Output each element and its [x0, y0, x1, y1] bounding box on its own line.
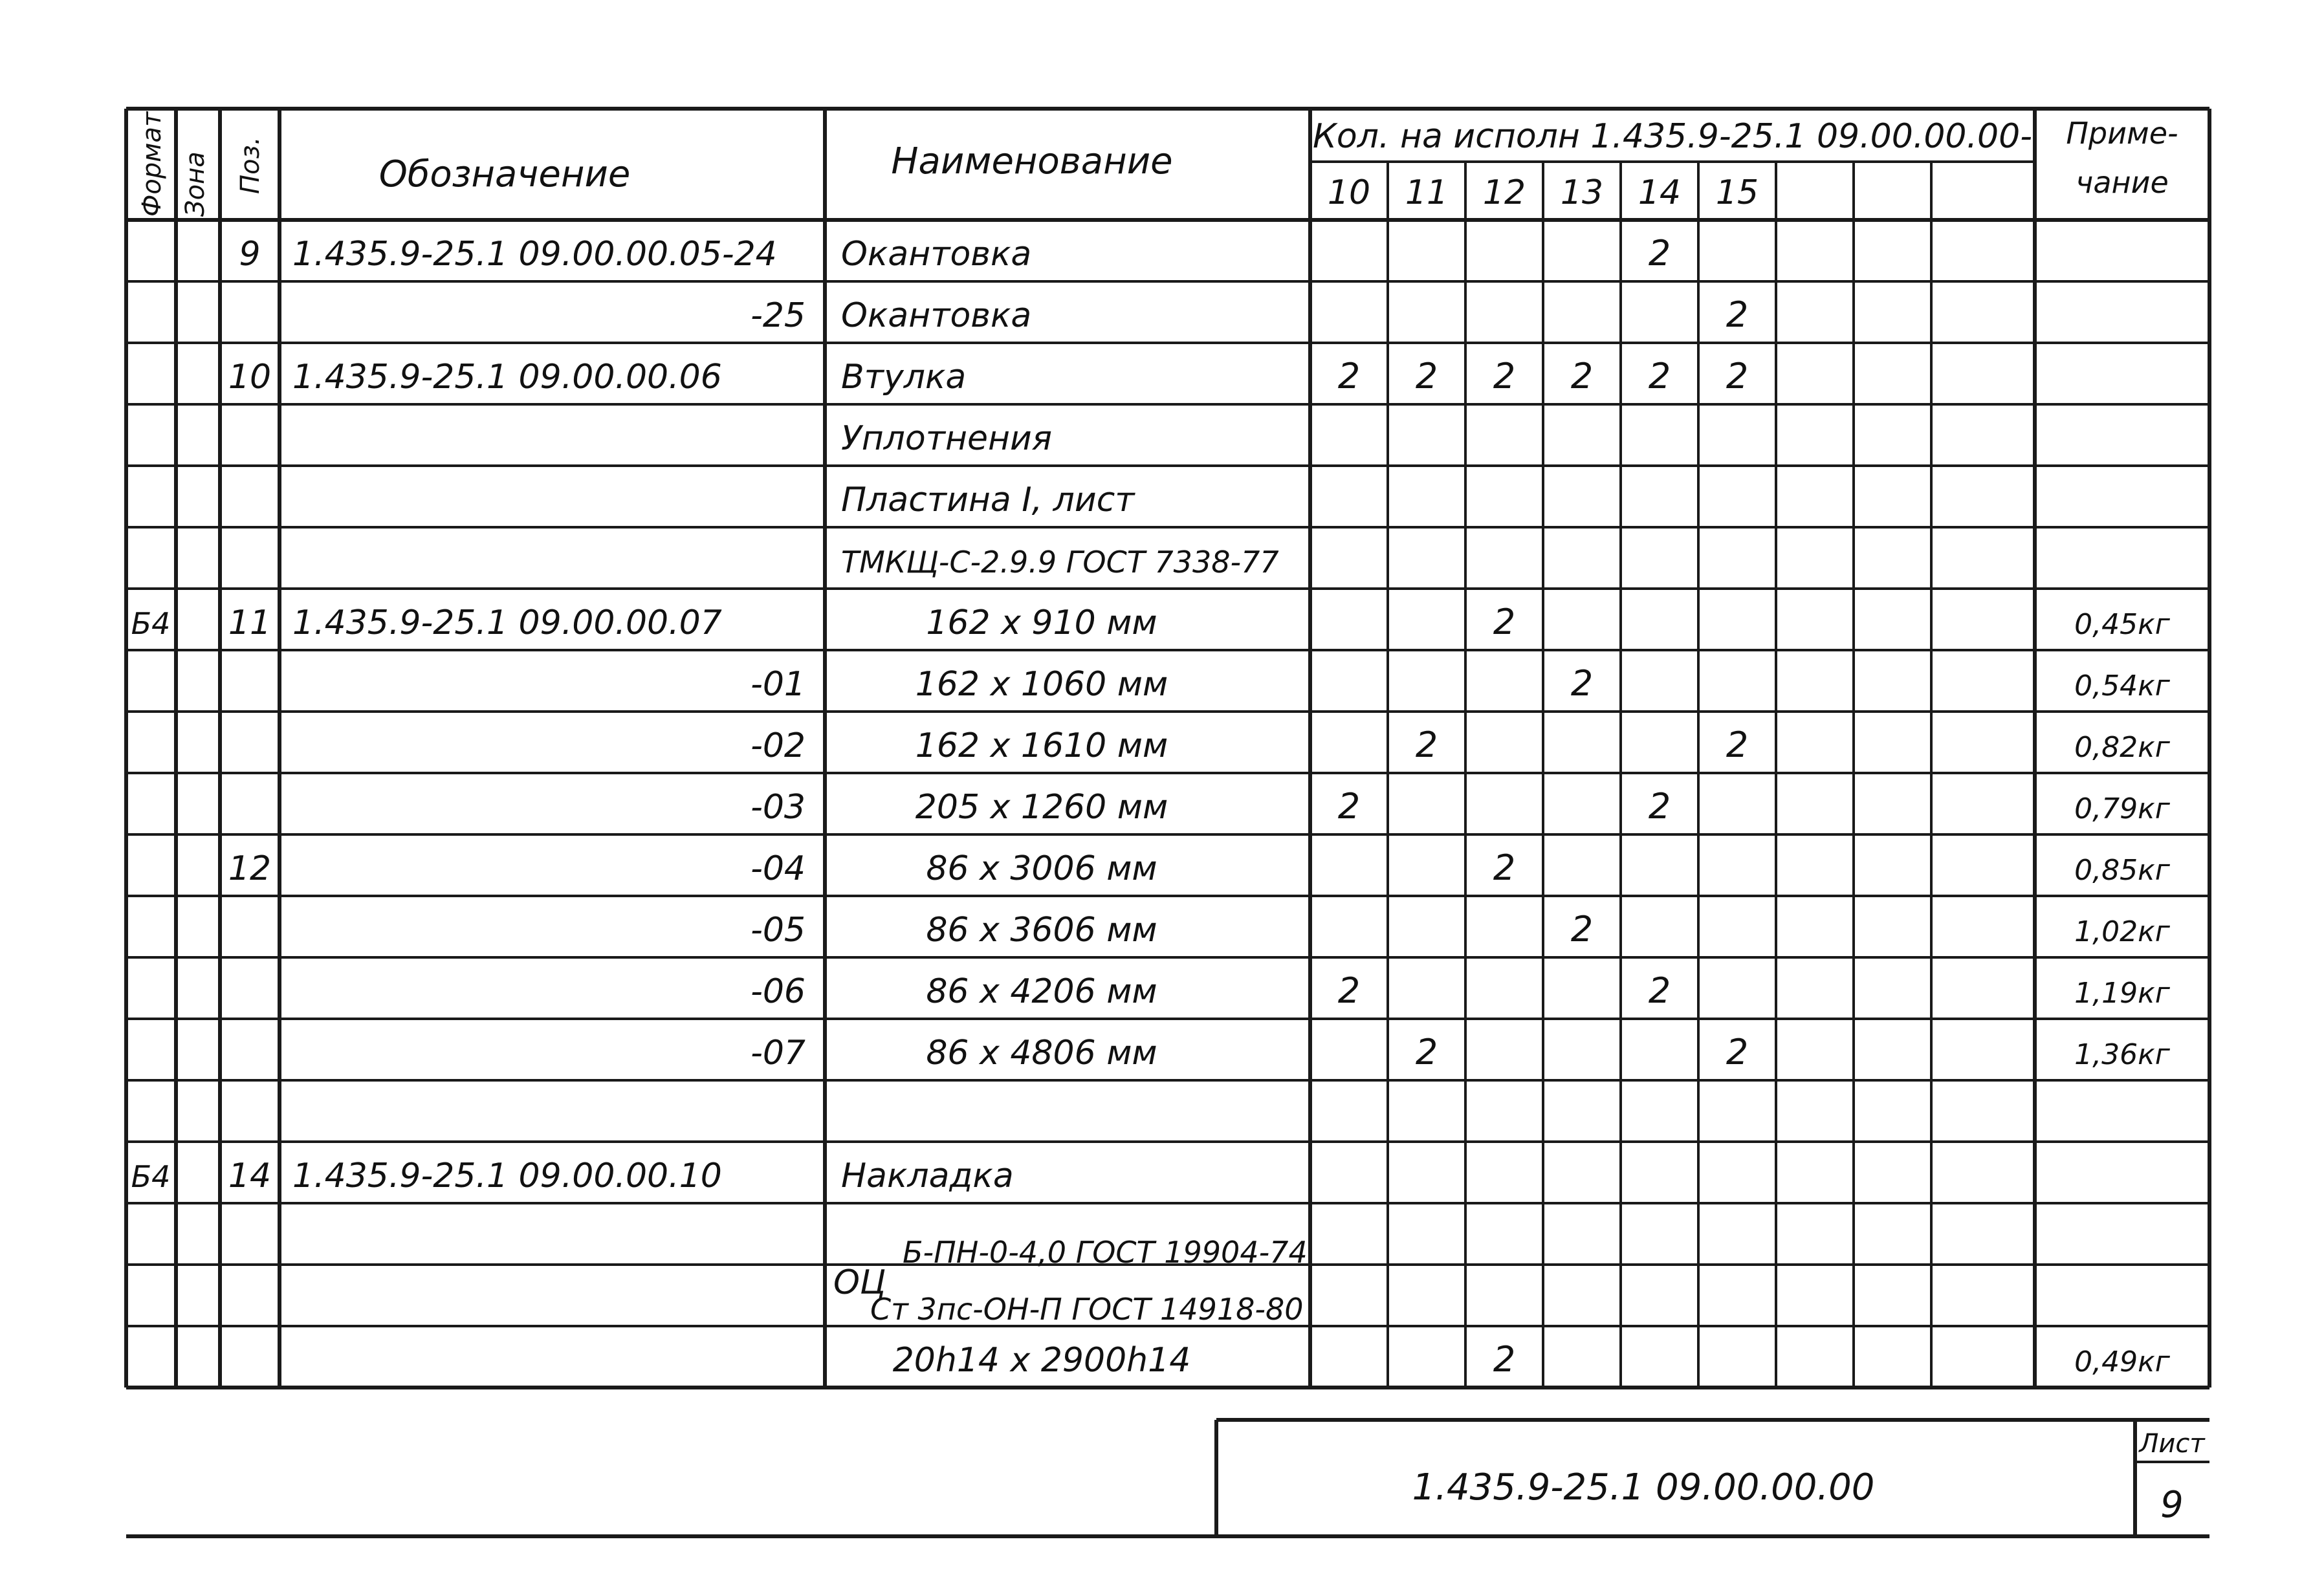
variant-header-12: 12 [1482, 173, 1526, 212]
header-name: Наименование [891, 140, 1173, 182]
table-row [239, 233, 1671, 274]
row-qty-variant-11: 2 [1415, 1032, 1438, 1073]
row-note: 1,36кг [2074, 1038, 2170, 1071]
row-qty-variant-11: 2 [1415, 356, 1438, 397]
row-qty-variant-14: 2 [1648, 970, 1671, 1011]
header-note-line1: Приме- [2066, 116, 2178, 151]
table-row [228, 356, 1748, 397]
row-position: 9 [239, 235, 261, 274]
table-row [751, 786, 2171, 827]
row-qty-variant-10: 2 [1337, 970, 1361, 1011]
row-note: 0,49кг [2074, 1345, 2170, 1378]
row-position: 12 [228, 849, 272, 888]
table-row [751, 294, 1748, 335]
row-qty-variant-14: 2 [1648, 786, 1671, 827]
row-designation: -03 [751, 788, 806, 827]
table-row [841, 481, 1135, 519]
row-name: 86 x 3006 мм [926, 849, 1157, 888]
row-qty-variant-13: 2 [1570, 663, 1594, 704]
row-note: 1,19кг [2074, 977, 2170, 1010]
table-row [131, 602, 2171, 642]
variant-header-10: 10 [1327, 173, 1371, 212]
row-note: 1,02кг [2074, 915, 2170, 948]
table-row [751, 663, 2171, 704]
row-name: 86 x 4206 мм [926, 972, 1157, 1011]
header-format: Формат [137, 111, 167, 217]
table-row [228, 847, 2171, 888]
row-note: 0,85кг [2074, 854, 2170, 887]
row-name: 162 x 1610 мм [915, 726, 1168, 765]
table-row [751, 724, 2171, 765]
table-row [131, 1157, 1014, 1195]
row-qty-variant-12: 2 [1493, 356, 1516, 397]
material-note [833, 1235, 1308, 1327]
row-designation: 1.435.9-25.1 09.00.00.10 [292, 1157, 722, 1195]
row-position: 14 [228, 1157, 272, 1195]
header-designation: Обозначение [378, 153, 631, 195]
table-row [751, 970, 2171, 1011]
row-note: 0,54кг [2074, 670, 2170, 702]
row-designation: -25 [751, 296, 806, 335]
row-position: 10 [228, 358, 272, 397]
table-row [751, 1032, 2171, 1073]
table-header [137, 111, 2178, 217]
variant-header-14: 14 [1638, 173, 1682, 212]
row-qty-variant-13: 2 [1570, 356, 1594, 397]
row-name: 86 x 3606 мм [926, 911, 1157, 950]
row-designation: -07 [751, 1034, 806, 1073]
row-qty-variant-10: 2 [1337, 356, 1361, 397]
sheet-number: 9 [2160, 1484, 2184, 1526]
row-qty-variant-15: 2 [1726, 294, 1749, 335]
header-note-line2: чание [2076, 165, 2169, 200]
row-format: Б4 [131, 606, 171, 641]
row-designation: 1.435.9-25.1 09.00.00.06 [292, 358, 722, 397]
row-qty-variant-12: 2 [1493, 1339, 1516, 1380]
row-name: Втулка [841, 358, 967, 397]
title-block [1412, 1429, 2206, 1526]
row-qty-variant-14: 2 [1648, 356, 1671, 397]
header-position: Поз. [236, 136, 265, 194]
row-designation: -06 [751, 972, 806, 1011]
row-note: 0,79кг [2074, 792, 2170, 825]
header-zone: Зона [181, 151, 210, 217]
row-name: Уплотнения [841, 419, 1053, 458]
row-name: 86 x 4806 мм [926, 1034, 1157, 1073]
row-designation: -05 [751, 911, 806, 950]
row-name: Накладка [841, 1157, 1014, 1195]
row-name: 20h14 x 2900h14 [892, 1341, 1191, 1380]
row-name: Окантовка [841, 296, 1032, 335]
row-qty-variant-12: 2 [1493, 602, 1516, 642]
material-line1: Б-ПН-0-4,0 ГОСТ 19904-74 [903, 1235, 1308, 1270]
row-qty-variant-15: 2 [1726, 1032, 1749, 1073]
variant-header-13: 13 [1560, 173, 1604, 212]
row-qty-variant-14: 2 [1648, 233, 1671, 274]
row-name: Окантовка [841, 235, 1032, 274]
row-qty-variant-15: 2 [1726, 356, 1749, 397]
table-row [841, 419, 1052, 458]
row-designation: -01 [751, 665, 806, 704]
header-qty-title: Кол. на исполн 1.435.9-25.1 09.00.00.00- [1313, 117, 2032, 156]
row-designation: 1.435.9-25.1 09.00.00.05-24 [292, 235, 777, 274]
row-qty-variant-13: 2 [1570, 909, 1594, 950]
row-qty-variant-10: 2 [1337, 786, 1361, 827]
document-designation: 1.435.9-25.1 09.00.00.00 [1412, 1466, 1875, 1508]
row-format: Б4 [131, 1159, 171, 1194]
row-qty-variant-12: 2 [1493, 847, 1516, 888]
row-name: 162 x 910 мм [926, 604, 1157, 642]
row-designation: 1.435.9-25.1 09.00.00.07 [292, 604, 722, 642]
row-position: 11 [228, 604, 272, 642]
row-name: ТМКЩ-С-2.9.9 ГОСТ 7338-77 [841, 545, 1279, 580]
row-designation: -02 [751, 726, 806, 765]
sheet-label: Лист [2139, 1429, 2205, 1459]
row-note: 0,45кг [2074, 608, 2170, 641]
table-row [841, 545, 1279, 580]
variant-header-11: 11 [1405, 173, 1449, 212]
row-qty-variant-11: 2 [1415, 724, 1438, 765]
row-qty-variant-15: 2 [1726, 724, 1749, 765]
table-row [893, 1339, 2171, 1380]
table-row [751, 909, 2171, 950]
variant-header-15: 15 [1715, 173, 1759, 212]
material-prefix: ОЦ [833, 1263, 886, 1302]
row-name: 162 x 1060 мм [915, 665, 1168, 704]
row-designation: -04 [751, 849, 806, 888]
row-note: 0,82кг [2074, 731, 2170, 764]
material-line2: Ст 3пс-ОН-П ГОСТ 14918-80 [870, 1292, 1304, 1327]
row-name: 205 x 1260 мм [915, 788, 1168, 827]
row-name: Пластина I, лист [841, 481, 1135, 519]
